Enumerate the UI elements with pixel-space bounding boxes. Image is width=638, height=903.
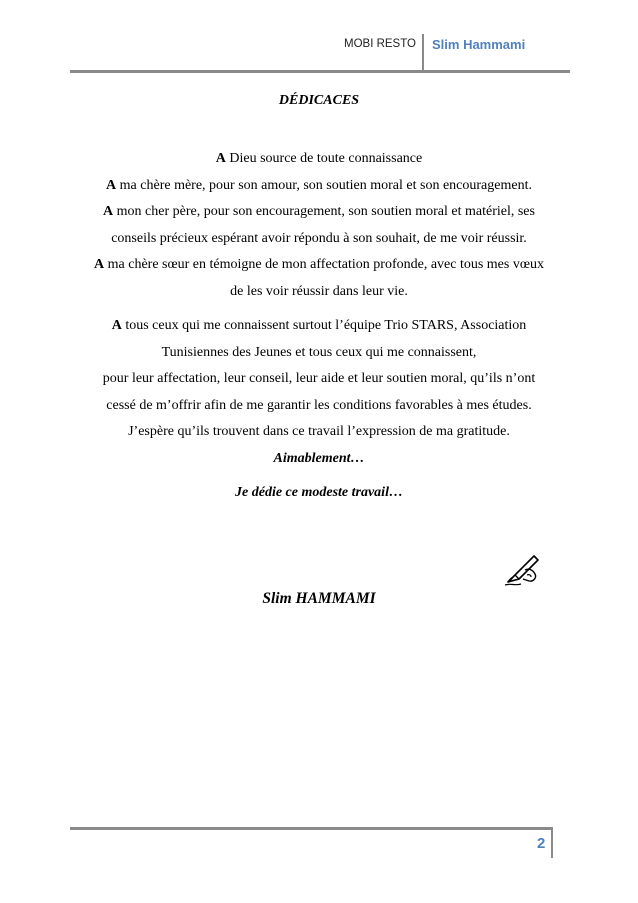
footer-divider: [551, 827, 553, 858]
text-line: A ma chère sœur en témoigne de mon affectation profonde, avec tous mes vœux: [94, 257, 544, 272]
header-rule: [70, 70, 570, 73]
text-line: A Dieu source de toute connaissance: [215, 151, 423, 166]
header-author-name: Slim Hammami: [432, 37, 526, 52]
dedication-paragraph-1: [62, 146, 576, 305]
page-number: 2: [537, 835, 546, 852]
dedication-paragraph-2: [62, 313, 576, 446]
text-line: A ma chère mère, pour son amour, son soutien moral et son encouragement.: [106, 177, 532, 193]
text-line: pour leur affectation, leur conseil, leur aide et leur soutien moral, qu’ils n’ont: [102, 371, 536, 386]
closing-aimablement: Aimablement…: [273, 450, 365, 466]
text-line: A tous ceux qui me connaissent surtout l’équipe Trio STARS, Association: [111, 318, 527, 333]
text-line: de les voir réussir dans leur vie.: [230, 283, 408, 299]
closing-dedication: Je dédie ce modeste travail…: [235, 484, 403, 500]
signature-name: Slim HAMMAMI: [262, 590, 376, 607]
text-line: cessé de m’offrir afin de me garantir les conditions favorables à mes études.: [106, 397, 532, 413]
text-line: conseils précieux espérant avoir répondu à son souhait, de me voir réussir.: [111, 230, 527, 246]
text-line: J’espère qu’ils trouvent dans ce travail l’expression de ma gratitude.: [128, 424, 510, 439]
footer-rule: [70, 827, 553, 830]
page-title: DÉDICACES: [278, 93, 360, 108]
writing-hand-icon: [503, 548, 543, 588]
text-line: Tunisiennes des Jeunes et tous ceux qui me connaissent,: [161, 344, 477, 360]
header-project-name: MOBI RESTO: [344, 38, 416, 50]
dedication-content: [62, 90, 576, 506]
text-line: A mon cher père, pour son encouragement, son soutien moral et matériel, ses: [103, 204, 535, 219]
header-divider: [422, 34, 424, 71]
